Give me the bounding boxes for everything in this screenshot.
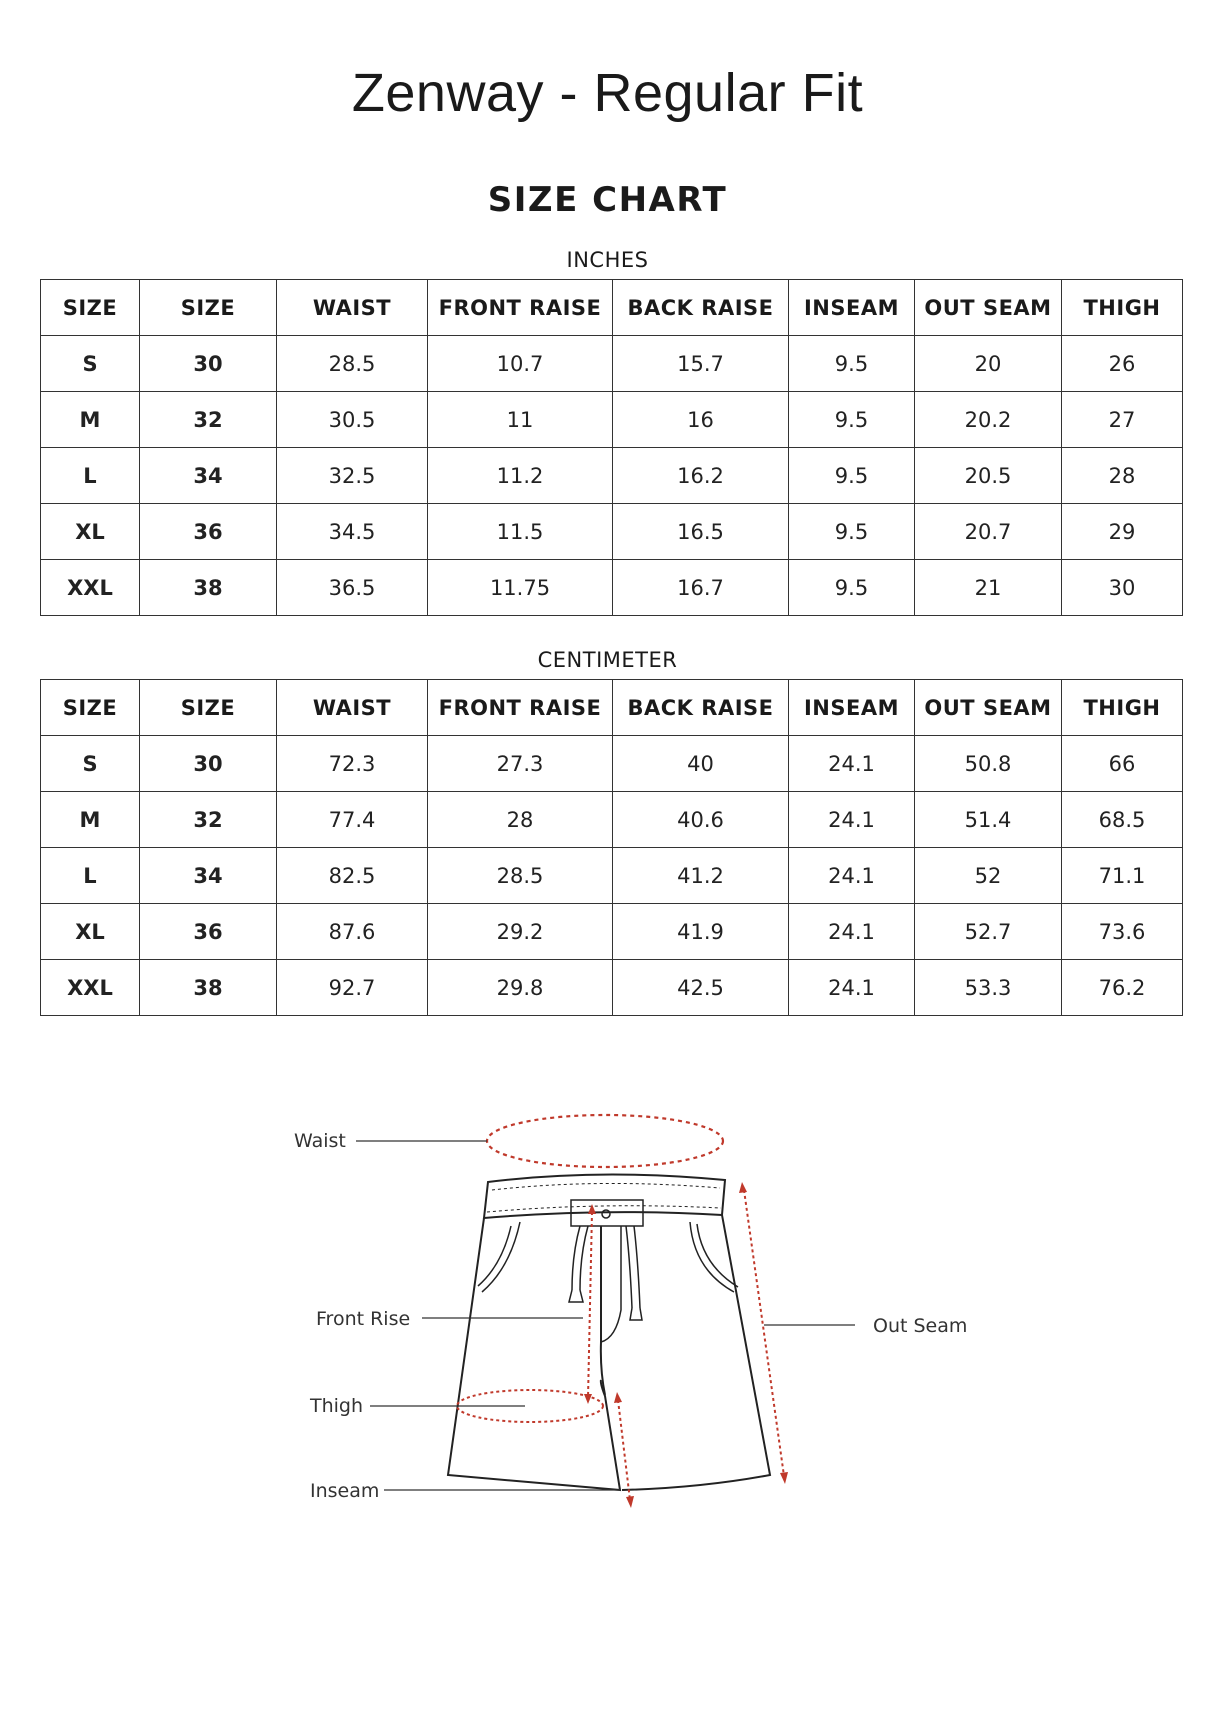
table-row xyxy=(41,560,1183,616)
size-letter-cell: M xyxy=(41,392,140,448)
out-seam-label: Out Seam xyxy=(873,1315,968,1337)
measurement-cell: 66 xyxy=(1062,736,1183,792)
measurement-cell: 10.7 xyxy=(428,336,613,392)
size-letter-cell: L xyxy=(41,448,140,504)
measurement-cell: 24.1 xyxy=(789,848,915,904)
size-letter-cell: XL xyxy=(41,504,140,560)
measurement-cell: 72.3 xyxy=(277,736,428,792)
column-header: INSEAM xyxy=(789,680,915,736)
measurement-cell: 29 xyxy=(1062,504,1183,560)
table-row xyxy=(41,904,1183,960)
measurement-cell: 16 xyxy=(613,392,789,448)
measurement-cell: 20.2 xyxy=(915,392,1062,448)
measurement-cell: 29.8 xyxy=(428,960,613,1016)
column-header: BACK RAISE xyxy=(613,680,789,736)
out-seam-arrow-bottom xyxy=(780,1472,788,1484)
measurement-cell: 42.5 xyxy=(613,960,789,1016)
size-number-cell: 32 xyxy=(140,792,277,848)
column-header: SIZE xyxy=(140,280,277,336)
waist-measure-ellipse xyxy=(487,1115,723,1167)
measurement-cell: 36.5 xyxy=(277,560,428,616)
column-header: WAIST xyxy=(277,680,428,736)
measurement-cell: 27.3 xyxy=(428,736,613,792)
measurement-cell: 53.3 xyxy=(915,960,1062,1016)
column-header: WAIST xyxy=(277,280,428,336)
column-header: THIGH xyxy=(1062,280,1183,336)
size-letter-cell: XXL xyxy=(41,960,140,1016)
column-header: INSEAM xyxy=(789,280,915,336)
measurement-cell: 77.4 xyxy=(277,792,428,848)
size-letter-cell: M xyxy=(41,792,140,848)
measurement-cell: 11.5 xyxy=(428,504,613,560)
centimeter-size-table xyxy=(40,679,1183,1016)
shorts-outline xyxy=(448,1174,770,1490)
size-chart-heading: SIZE CHART xyxy=(487,180,728,220)
measurement-cell: 76.2 xyxy=(1062,960,1183,1016)
measurement-cell: 16.2 xyxy=(613,448,789,504)
size-number-cell: 30 xyxy=(140,336,277,392)
table-row xyxy=(41,448,1183,504)
measurement-cell: 41.2 xyxy=(613,848,789,904)
measurement-cell: 28 xyxy=(428,792,613,848)
table-header-row xyxy=(41,280,1183,336)
measurement-cell: 34.5 xyxy=(277,504,428,560)
table-row xyxy=(41,504,1183,560)
measurement-cell: 21 xyxy=(915,560,1062,616)
inches-size-table xyxy=(40,279,1183,616)
inches-unit-label: INCHES xyxy=(566,248,649,272)
measurement-cell: 52 xyxy=(915,848,1062,904)
measurement-cell: 30.5 xyxy=(277,392,428,448)
measurement-cell: 24.1 xyxy=(789,960,915,1016)
measurement-cell: 71.1 xyxy=(1062,848,1183,904)
measurement-cell: 11 xyxy=(428,392,613,448)
measurement-cell: 9.5 xyxy=(789,448,915,504)
measurement-cell: 20 xyxy=(915,336,1062,392)
thigh-label: Thigh xyxy=(310,1395,364,1417)
size-number-cell: 32 xyxy=(140,392,277,448)
centimeter-unit-label: CENTIMETER xyxy=(537,648,678,672)
table-row xyxy=(41,792,1183,848)
table-row xyxy=(41,960,1183,1016)
measurement-cell: 50.8 xyxy=(915,736,1062,792)
measurement-cell: 32.5 xyxy=(277,448,428,504)
waist-label: Waist xyxy=(294,1130,346,1152)
column-header: OUT SEAM xyxy=(915,680,1062,736)
size-letter-cell: L xyxy=(41,848,140,904)
measurement-cell: 16.7 xyxy=(613,560,789,616)
inseam-arrow-top xyxy=(614,1392,622,1403)
inseam-arrow-bottom xyxy=(626,1496,634,1508)
measurement-cell: 40.6 xyxy=(613,792,789,848)
measurement-cell: 15.7 xyxy=(613,336,789,392)
column-header: OUT SEAM xyxy=(915,280,1062,336)
table-row xyxy=(41,736,1183,792)
measurement-cell: 30 xyxy=(1062,560,1183,616)
size-letter-cell: S xyxy=(41,336,140,392)
measurement-cell: 20.7 xyxy=(915,504,1062,560)
measurement-cell: 20.5 xyxy=(915,448,1062,504)
measurement-cell: 40 xyxy=(613,736,789,792)
size-number-cell: 38 xyxy=(140,960,277,1016)
front-rise-arrow-top xyxy=(588,1204,596,1214)
size-number-cell: 38 xyxy=(140,560,277,616)
size-number-cell: 30 xyxy=(140,736,277,792)
inseam-label: Inseam xyxy=(310,1480,380,1502)
size-letter-cell: XXL xyxy=(41,560,140,616)
measurement-cell: 29.2 xyxy=(428,904,613,960)
table-header-row xyxy=(41,680,1183,736)
size-letter-cell: XL xyxy=(41,904,140,960)
measurement-cell: 16.5 xyxy=(613,504,789,560)
size-number-cell: 36 xyxy=(140,904,277,960)
measurement-cell: 9.5 xyxy=(789,504,915,560)
column-header: SIZE xyxy=(140,680,277,736)
measurement-cell: 24.1 xyxy=(789,792,915,848)
measurement-cell: 51.4 xyxy=(915,792,1062,848)
measurement-cell: 24.1 xyxy=(789,904,915,960)
measurement-cell: 87.6 xyxy=(277,904,428,960)
measurement-cell: 41.9 xyxy=(613,904,789,960)
measurement-cell: 11.2 xyxy=(428,448,613,504)
measurement-cell: 11.75 xyxy=(428,560,613,616)
table-row xyxy=(41,848,1183,904)
measurement-cell: 9.5 xyxy=(789,392,915,448)
measurement-cell: 82.5 xyxy=(277,848,428,904)
measurement-cell: 92.7 xyxy=(277,960,428,1016)
page-title: Zenway - Regular Fit xyxy=(351,63,864,123)
front-rise-label: Front Rise xyxy=(316,1308,411,1330)
measurement-cell: 26 xyxy=(1062,336,1183,392)
column-header: THIGH xyxy=(1062,680,1183,736)
measurement-cell: 9.5 xyxy=(789,560,915,616)
column-header: FRONT RAISE xyxy=(428,680,613,736)
measurement-cell: 28 xyxy=(1062,448,1183,504)
size-number-cell: 34 xyxy=(140,448,277,504)
measurement-cell: 24.1 xyxy=(789,736,915,792)
measurement-cell: 28.5 xyxy=(428,848,613,904)
column-header: SIZE xyxy=(41,280,140,336)
out-seam-measure-line xyxy=(744,1190,784,1476)
size-letter-cell: S xyxy=(41,736,140,792)
measurement-cell: 28.5 xyxy=(277,336,428,392)
measurement-cell: 27 xyxy=(1062,392,1183,448)
column-header: FRONT RAISE xyxy=(428,280,613,336)
column-header: BACK RAISE xyxy=(613,280,789,336)
table-row xyxy=(41,336,1183,392)
column-header: SIZE xyxy=(41,680,140,736)
measurement-cell: 73.6 xyxy=(1062,904,1183,960)
size-number-cell: 36 xyxy=(140,504,277,560)
measurement-cell: 52.7 xyxy=(915,904,1062,960)
measurement-cell: 68.5 xyxy=(1062,792,1183,848)
front-rise-measure-line xyxy=(588,1212,592,1398)
out-seam-arrow-top xyxy=(739,1182,747,1193)
table-row xyxy=(41,392,1183,448)
size-number-cell: 34 xyxy=(140,848,277,904)
shorts-measurement-diagram xyxy=(0,1080,1215,1520)
measurement-cell: 9.5 xyxy=(789,336,915,392)
